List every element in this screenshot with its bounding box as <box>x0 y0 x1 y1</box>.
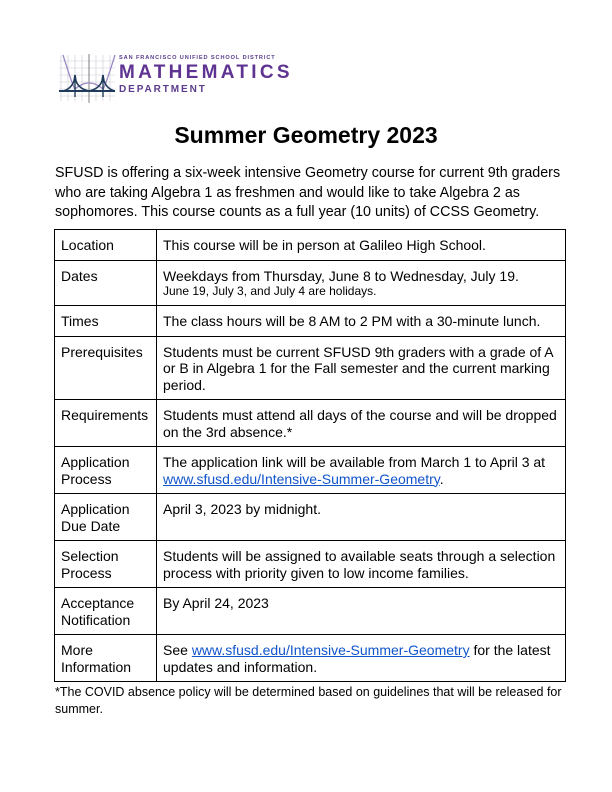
table-row-acceptance-notification <box>55 588 566 635</box>
row-value <box>157 635 566 682</box>
row-value <box>157 260 566 306</box>
holidays-note: June 19, July 3, and July 4 are holidays. <box>163 284 377 298</box>
intro-paragraph: SFUSD is offering a six-week intensive Geometry course for current 9th graders who are taking Algebra 1 as freshmen and would like to take Algebra 2 as sophomores. This course counts as a full year (10 units) of CCSS Geometry. <box>55 165 561 220</box>
row-label: More Information <box>55 635 157 682</box>
table-row-prerequisites <box>55 336 566 400</box>
row-label: Requirements <box>55 400 157 447</box>
course-info-table <box>54 229 566 682</box>
row-label: Location <box>55 230 157 261</box>
department-name: MATHEMATICS <box>119 62 293 83</box>
table-row-location <box>55 230 566 261</box>
row-value: This course will be in person at Galileo High School. <box>157 230 566 261</box>
row-value: April 3, 2023 by midnight. <box>157 494 566 541</box>
row-label: Dates <box>55 260 157 306</box>
row-value: Students will be assigned to available seats through a selection process with priority given to low income families. <box>157 541 566 588</box>
table-row-times <box>55 306 566 337</box>
dates-text: Weekdays from Thursday, June 8 to Wednesday, July 19. <box>163 267 519 284</box>
covid-footnote: *The COVID absence policy will be determined based on guidelines that will be released for summer. <box>55 685 562 716</box>
row-label: Acceptance Notification <box>55 588 157 635</box>
row-text-after: . <box>439 470 444 487</box>
table-row-application-process <box>55 447 566 494</box>
department-suffix: DEPARTMENT <box>119 84 207 95</box>
parabola-bridge-graph-icon <box>57 51 119 105</box>
page-title: Summer Geometry 2023 <box>174 122 438 148</box>
table-row-more-information <box>55 635 566 682</box>
row-label: Prerequisites <box>55 336 157 400</box>
row-label: Times <box>55 306 157 337</box>
table-row-application-due-date <box>55 494 566 541</box>
table-row-requirements <box>55 400 566 447</box>
district-name: SAN FRANCISCO UNIFIED SCHOOL DISTRICT <box>119 55 276 61</box>
row-value: By April 24, 2023 <box>157 588 566 635</box>
row-value: Students must be current SFUSD 9th graders with a grade of A or B in Algebra 1 for the Fall semester and the current marking period. <box>157 336 566 400</box>
department-logo <box>57 51 297 107</box>
table-row-dates <box>55 260 566 306</box>
row-label: Selection Process <box>55 541 157 588</box>
row-label: Application Process <box>55 447 157 494</box>
row-value: Students must attend all days of the course and will be dropped on the 3rd absence.* <box>157 400 566 447</box>
application-link[interactable]: www.sfusd.edu/Intensive-Summer-Geometry <box>163 470 440 487</box>
row-value <box>157 447 566 494</box>
row-text: The application link will be available from March 1 to April 3 at <box>163 454 546 470</box>
row-text-after: for the latest updates and information. <box>163 642 551 675</box>
row-label: Application Due Date <box>55 494 157 541</box>
row-text: See <box>163 642 192 658</box>
table-row-selection-process <box>55 541 566 588</box>
more-info-link[interactable]: www.sfusd.edu/Intensive-Summer-Geometry <box>191 642 470 658</box>
row-value: The class hours will be 8 AM to 2 PM with a 30-minute lunch. <box>157 306 566 337</box>
